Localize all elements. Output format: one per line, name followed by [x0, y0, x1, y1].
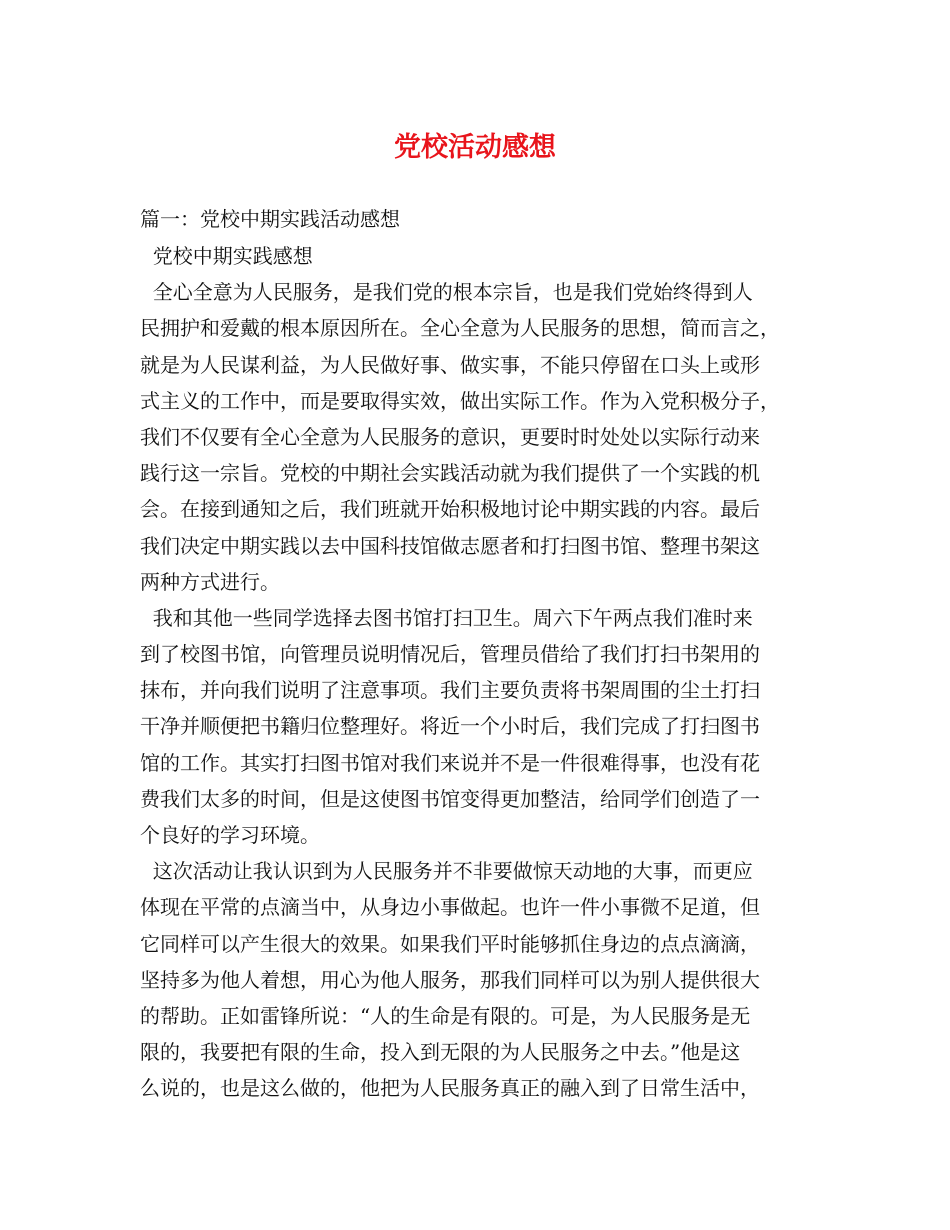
section-heading: 篇一：党校中期实践活动感想 — [140, 207, 400, 231]
paragraph-line: 两种方式进行。 — [140, 569, 280, 594]
paragraph-line: 费我们太多的时间，但是这使图书馆变得更加整洁，给同学们创造了一 — [140, 786, 760, 811]
paragraph-line: 我和其他一些同学选择去图书馆打扫卫生。周六下午两点我们准时来 — [140, 605, 753, 630]
paragraph-line: 干净并顺便把书籍归位整理好。将近一个小时后，我们完成了打扫图书 — [140, 714, 760, 739]
paragraph-line: 么说的，也是这么做的，他把为人民服务真正的融入到了日常生活中， — [140, 1076, 760, 1101]
paragraph-line: 践行这一宗旨。党校的中期社会实践活动就为我们提供了一个实践的机 — [140, 461, 760, 486]
paragraph-line: 的帮助。正如雷锋所说：“人的生命是有限的。可是，为人民服务是无 — [140, 1003, 751, 1028]
paragraph-line: 限的，我要把有限的生命，投入到无限的为人民服务之中去。”他是这 — [140, 1040, 741, 1065]
paragraph-line: 我们决定中期实践以去中国科技馆做志愿者和打扫图书馆、整理书架这 — [140, 533, 760, 558]
paragraph-line: 就是为人民谋利益，为人民做好事、做实事，不能只停留在口头上或形 — [140, 352, 760, 377]
paragraph-line: 我们不仅要有全心全意为人民服务的意识，更要时时处处以实际行动来 — [140, 424, 760, 449]
paragraph-line: 个良好的学习环境。 — [140, 823, 320, 847]
paragraph-line: 馆的工作。其实打扫图书馆对我们来说并不是一件很难得事，也没有花 — [140, 750, 760, 775]
sub-heading: 党校中期实践感想 — [140, 244, 313, 268]
paragraph-line: 体现在平常的点滴当中，从身边小事做起。也许一件小事微不足道，但 — [140, 895, 760, 920]
paragraph-line: 抹布，并向我们说明了注意事项。我们主要负责将书架周围的尘土打扫 — [140, 678, 760, 703]
paragraph-line: 它同样可以产生很大的效果。如果我们平时能够抓住身边的点点滴滴， — [140, 931, 760, 956]
document-title: 党校活动感想 — [394, 132, 556, 163]
paragraph-line: 式主义的工作中，而是要取得实效，做出实际工作。作为入党积极分子， — [140, 388, 780, 413]
paragraph-line: 这次活动让我认识到为人民服务并不非要做惊天动地的大事，而更应 — [140, 859, 753, 884]
paragraph-line: 民拥护和爱戴的根本原因所在。全心全意为人民服务的思想，简而言之， — [140, 316, 780, 341]
document-body — [140, 200, 830, 1107]
paragraph-line: 会。在接到通知之后，我们班就开始积极地讨论中期实践的内容。最后 — [140, 497, 760, 522]
paragraph-line: 坚持多为他人着想，用心为他人服务，那我们同样可以为别人提供很大 — [140, 967, 760, 992]
paragraph-line: 全心全意为人民服务，是我们党的根本宗旨，也是我们党始终得到人 — [140, 280, 753, 305]
paragraph-line: 到了校图书馆，向管理员说明情况后，管理员借给了我们打扫书架用的 — [140, 642, 760, 667]
